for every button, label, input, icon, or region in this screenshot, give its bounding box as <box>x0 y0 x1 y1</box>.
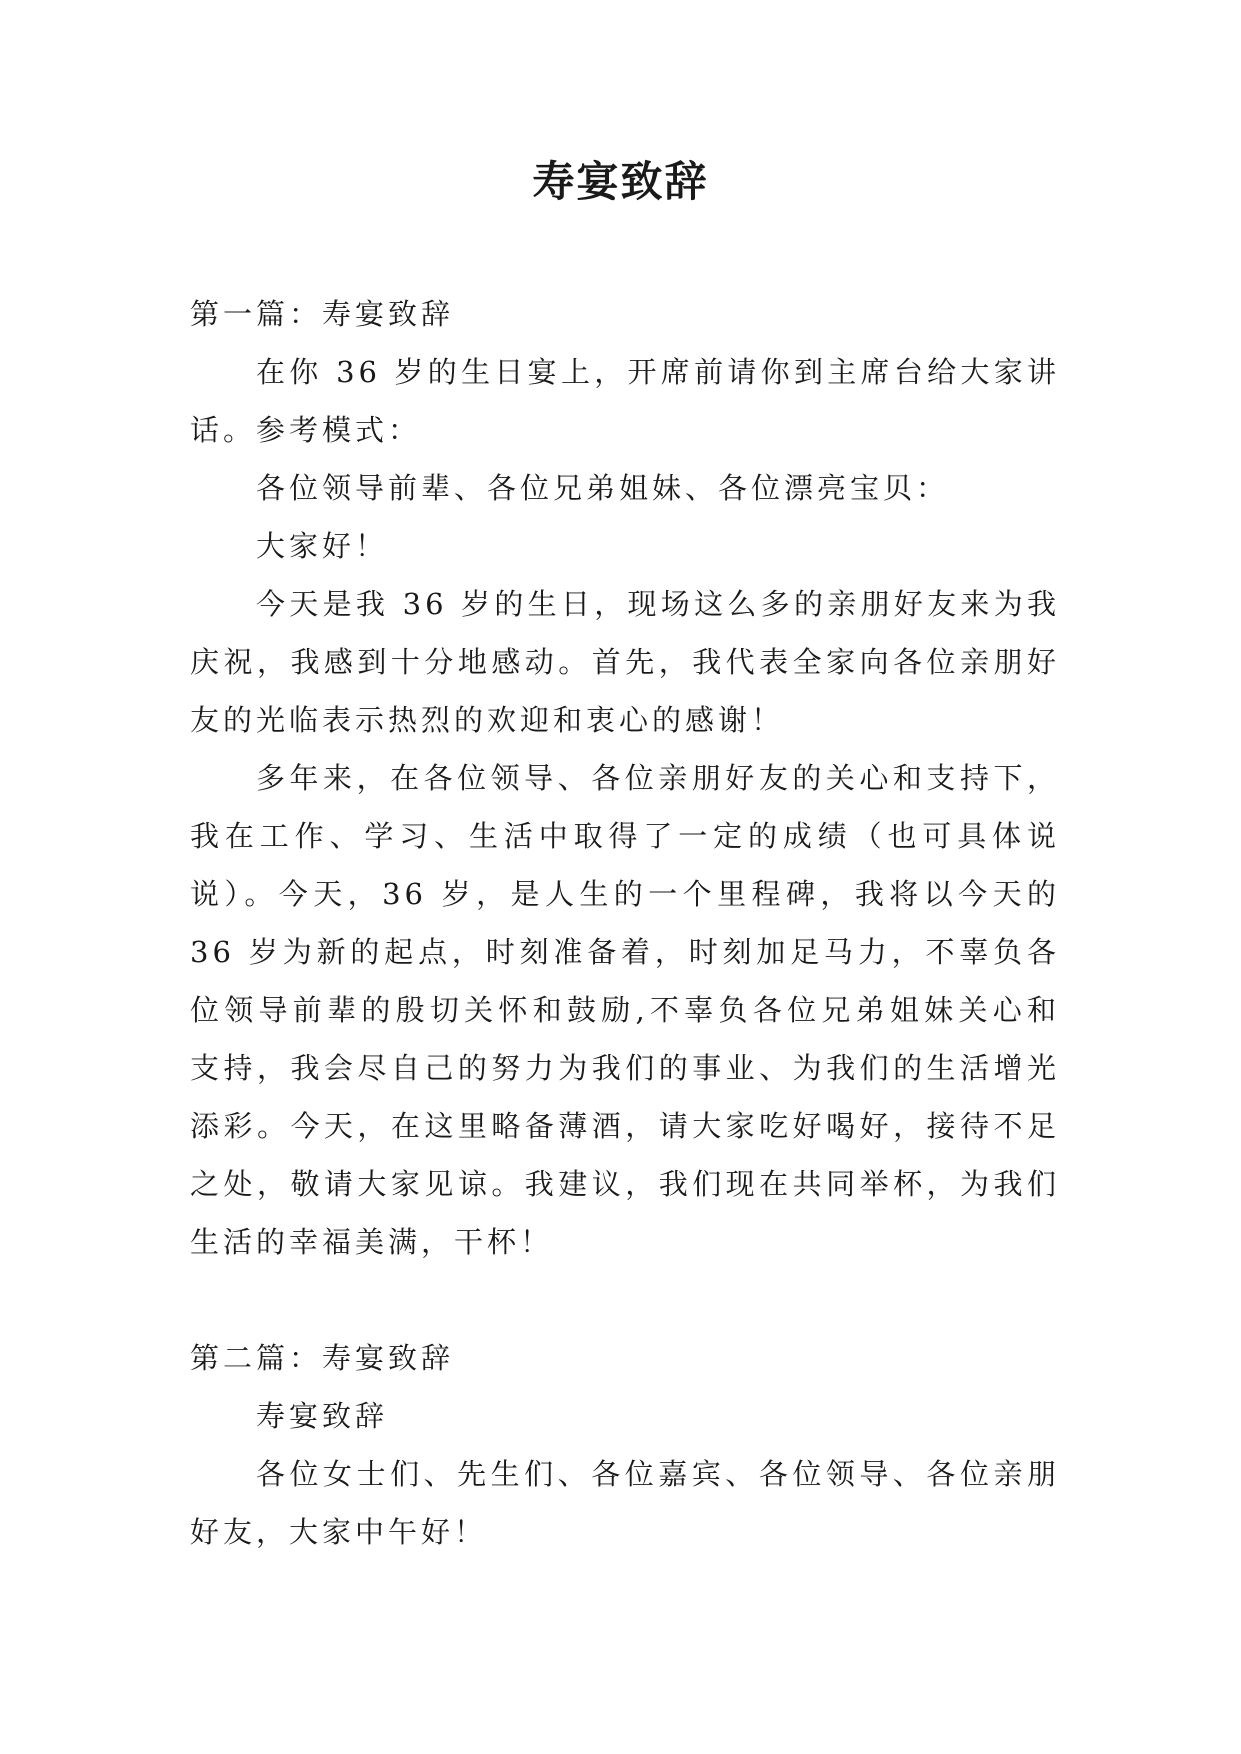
paragraph: 寿宴致辞 <box>256 1399 389 1433</box>
document-body <box>190 285 1060 1561</box>
paragraph: 多年来，在各位领导、各位亲朋好友的关心和支持下，我在工作、学习、生活中取得了一定的成绩（也可具体说说）。今天，36 岁，是人生的一个里程碑，我将以今天的 36 岁为新的起点，时刻准备着，时刻加足马力，不辜负各位领导前辈的殷切关怀和鼓励,不辜负各位兄弟姐妹关心和支持，我会尽自己的努力为我们的事业、为我们的生活增光添彩。今天，在这里略备薄酒，请大家吃好喝好，接待不足之处，敬请大家见谅。我建议，我们现在共同举杯，为我们生活的幸福美满，干杯！ <box>190 761 1060 1259</box>
paragraph: 今天是我 36 岁的生日，现场这么多的亲朋好友来为我庆祝，我感到十分地感动。首先，我代表全家向各位亲朋好友的光临表示热烈的欢迎和衷心的感谢！ <box>190 587 1060 737</box>
paragraph: 各位女士们、先生们、各位嘉宾、各位领导、各位亲朋好友，大家中午好！ <box>190 1457 1060 1549</box>
paragraph: 在你 36 岁的生日宴上，开席前请你到主席台给大家讲话。参考模式： <box>190 355 1060 447</box>
document-title: 寿宴致辞 <box>532 157 709 206</box>
paragraph: 大家好！ <box>256 529 389 563</box>
section-heading-1: 第一篇：寿宴致辞 <box>190 297 455 331</box>
section-spacer <box>190 1271 1060 1329</box>
paragraph: 各位领导前辈、各位兄弟姐妹、各位漂亮宝贝： <box>256 471 950 505</box>
section-heading-2: 第二篇：寿宴致辞 <box>190 1341 455 1375</box>
